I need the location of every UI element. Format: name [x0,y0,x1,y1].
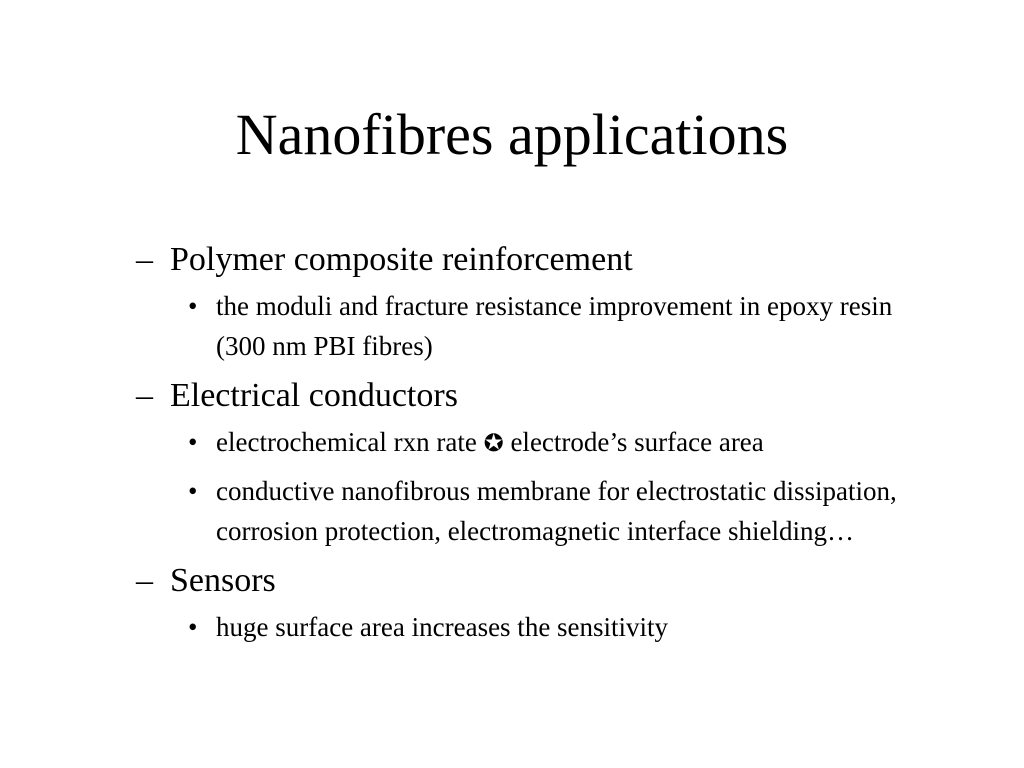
section-heading-text: Sensors [170,562,276,599]
section-heading-sensors [0,561,1024,601]
bullet-item [0,422,916,463]
circled-star-icon: ✪ [483,429,504,457]
dash-marker: – [136,562,153,599]
bullet-text-before: electrochemical rxn rate [216,427,477,457]
slide-content [0,230,1024,655]
slide-title: Nanofibres applications [235,102,789,167]
bullet-marker: • [188,476,198,506]
bullet-marker: • [188,612,198,642]
section-heading-polymer [0,240,1024,280]
bullet-text: conductive nanofibrous membrane for electrostatic dissipation, corrosion protection, electromagnetic interface shielding… [216,476,897,546]
section-heading-electrical [0,376,1024,416]
bullet-marker: • [188,427,198,457]
bullet-text: huge surface area increases the sensitivity [216,612,669,642]
bullet-text: the moduli and fracture resistance improvement in epoxy resin (300 nm PBI fibres) [216,291,893,361]
bullet-item [0,471,916,551]
dash-marker: – [136,377,153,414]
section-heading-text: Polymer composite reinforcement [170,241,633,278]
bullet-item [0,607,916,647]
dash-marker: – [136,241,153,278]
bullet-item [0,286,916,366]
section-heading-text: Electrical conductors [170,377,458,414]
bullet-text-after: electrode’s surface area [510,427,764,457]
bullet-marker: • [188,291,198,321]
